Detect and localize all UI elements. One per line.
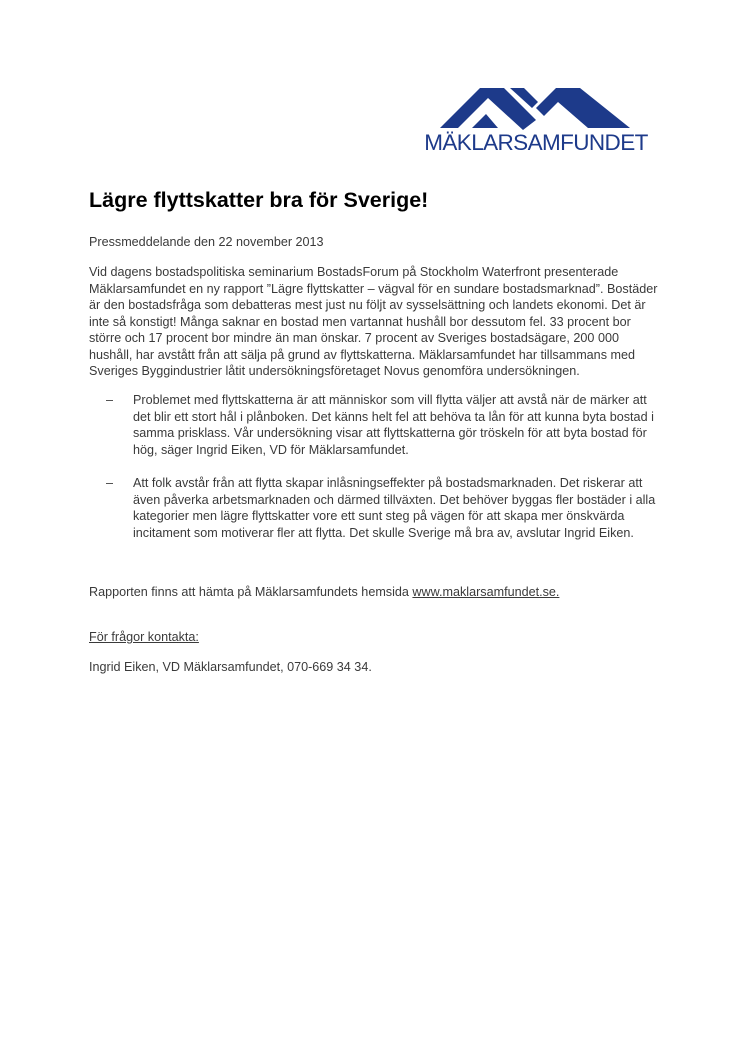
maklarsamfundet-logo: [418, 86, 654, 156]
report-paragraph: [89, 584, 559, 601]
website-link[interactable]: www.maklarsamfundet.se.: [412, 585, 560, 599]
text-line: är den bostadsfråga som debatteras mest just nu följt av sysselsättning och landets ekonomi. Det är: [89, 298, 646, 312]
text-line: Att folk avstår från att flytta skapar inlåsningseffekter på bostadsmarknaden. Det riskerar att: [133, 476, 643, 490]
text-line: hushåll, har avstått från att sälja på grund av flyttskatterna. Mäklarsamfundet har tillsammans med: [89, 347, 635, 362]
dash-bullet-icon: –: [106, 393, 114, 407]
bullet-item: [106, 392, 654, 458]
text-line: det blir ett stort hål i plånboken. Det känns helt fel att behöva ta lån för att kunna byta bostad i: [133, 409, 654, 424]
logo-mountains-icon: [418, 86, 654, 130]
dateline: Pressmeddelande den 22 november 2013: [89, 235, 324, 249]
text-line: Problemet med flyttskatterna är att människor som vill flytta väljer att avstå när de märker att: [133, 393, 647, 407]
text-line: Sveriges Byggindustrier låtit undersökningsföretaget Novus genomföra undersökningen.: [89, 364, 580, 378]
dash-bullet-icon: –: [106, 476, 114, 490]
text-line: samma prisklass. Vår undersökning visar att flyttskatterna gör tröskeln för att byta bostad för: [133, 426, 647, 440]
text-line: större och 17 procent bor mindre än man önskar. 7 procent av Sveriges bostadsägare, 200 000: [89, 331, 619, 345]
logo-text: MÄKLARSAMFUNDET: [424, 130, 648, 155]
text-line: kategorier men lägre flyttskatter vore ett sunt steg på vägen för att skapa mer önskvärda: [133, 509, 625, 523]
report-text: Rapporten finns att hämta på Mäklarsamfundets hemsida: [89, 585, 413, 599]
page-title: Lägre flyttskatter bra för Sverige!: [89, 188, 429, 212]
text-line: Mäklarsamfundet en ny rapport ”Lägre flyttskatter – vägval för en sundare bostadsmarknad”. Bostäder: [89, 281, 658, 296]
text-line: hög, säger Ingrid Eiken, VD för Mäklarsamfundet.: [133, 442, 409, 457]
text-line: incitament som motiverar fler att flytta. Det skulle Sverige må bra av, avslutar Ingrid Eiken.: [133, 525, 634, 540]
contact-info: Ingrid Eiken, VD Mäklarsamfundet, 070-669 34 34.: [89, 660, 372, 674]
intro-paragraph: [89, 264, 657, 380]
contact-heading: För frågor kontakta:: [89, 630, 199, 644]
text-line: inte så konstigt! Många saknar en bostad men vartannat hushåll bor dessutom fel. 33 procent bor: [89, 314, 631, 329]
text-line: Vid dagens bostadspolitiska seminarium BostadsForum på Stockholm Waterfront presenterade: [89, 265, 619, 279]
bullet-item: [106, 475, 656, 541]
text-line: även påverka arbetsmarknaden och därmed tillväxten. Det behöver byggas fler bostäder i alla: [133, 492, 656, 507]
